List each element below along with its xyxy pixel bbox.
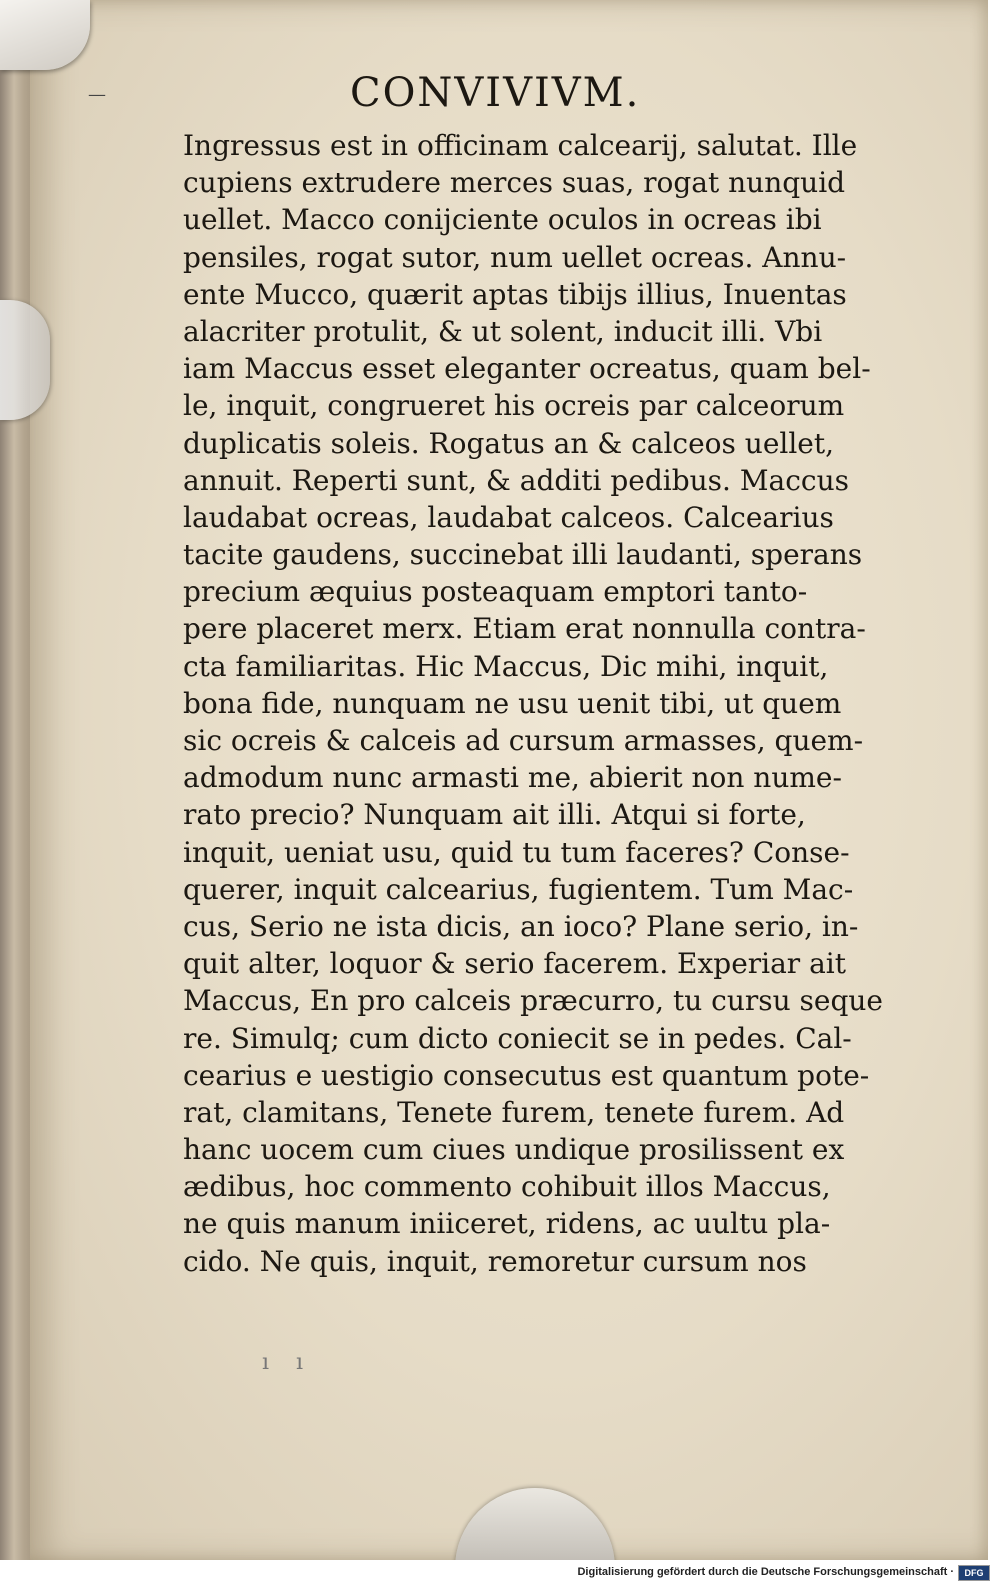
text-line: inquit, ueniat usu, quid tu tum faceres? Conse- (183, 835, 850, 869)
text-line: le, inquit, congrueret his ocreis par calceorum (183, 389, 845, 423)
dfg-logo-icon: DFG (958, 1565, 990, 1581)
body-text (183, 127, 913, 1280)
text-line: Maccus, En pro calceis præcurro, tu cursu seque (183, 984, 883, 1018)
text-line: ædibus, hoc commento cohibuit illos Maccus, (183, 1170, 831, 1204)
text-line: ente Mucco, quærit aptas tibijs illius, Inuentas (183, 277, 847, 311)
text-line: precium æquius posteaquam emptori tanto- (183, 575, 808, 609)
text-line: querer, inquit calcearius, fugientem. Tum Mac- (183, 872, 854, 906)
text-line: duplicatis soleis. Rogatus an & calceos uellet, (183, 426, 835, 460)
text-line: tacite gaudens, succinebat illi laudanti, sperans (183, 538, 863, 572)
text-line: admodum nunc armasti me, abierit non nume- (183, 761, 842, 795)
text-line: Ingressus est in officinam calcearij, salutat. Ille (183, 129, 858, 162)
text-line: cupiens extrudere merces suas, rogat nunquid (183, 166, 846, 200)
bottom-marks: ı ı (262, 1350, 314, 1375)
text-line: cus, Serio ne ista dicis, an ioco? Plane serio, in- (183, 909, 859, 943)
text-line: hanc uocem cum ciues undique prosilissent ex (183, 1133, 845, 1167)
text-line: iam Maccus esset eleganter ocreatus, quam bel- (183, 352, 871, 386)
funding-note: Digitalisierung gefördert durch die Deutsche Forschungsgemeinschaft · (577, 1566, 954, 1578)
text-line: laudabat ocreas, laudabat calceos. Calcearius (183, 500, 834, 534)
text-line: sic ocreis & calceis ad cursum armasses, quem- (183, 724, 864, 757)
text-line: bona fide, nunquam ne usu uenit tibi, ut quem (183, 686, 842, 720)
text-line: pere placeret merx. Etiam erat nonnulla contra- (183, 612, 866, 646)
text-line: quit alter, loquor & serio facerem. Experiar ait (183, 947, 846, 981)
text-line: pensiles, rogat sutor, num uellet ocreas. Annu- (183, 240, 847, 274)
text-line: cta familiaritas. Hic Maccus, Dic mihi, inquit, (183, 649, 829, 683)
text-line: ne quis manum iniiceret, ridens, ac uultu pla- (183, 1207, 831, 1241)
text-line: uellet. Macco conijciente oculos in ocreas ibi (183, 203, 822, 237)
text-line: re. Simulq; cum dicto coniecit se in pedes. Cal- (183, 1021, 852, 1055)
running-head: CONVIVIVM. (350, 70, 641, 116)
text-line: cido. Ne quis, inquit, remoretur cursum nos (183, 1244, 807, 1278)
text-line: rato precio? Nunquam ait illi. Atqui si forte, (183, 798, 806, 832)
plastic-clip-side (0, 300, 50, 420)
margin-mark: — (88, 84, 106, 105)
digitization-footer (0, 1560, 1000, 1588)
text-line: cearius e uestigio consecutus est quantum pote- (183, 1058, 870, 1092)
text-line: alacriter protulit, & ut solent, inducit illi. Vbi (183, 314, 823, 348)
text-line: annuit. Reperti sunt, & additi pedibus. Maccus (183, 463, 849, 497)
text-line: rat, clamitans, Tenete furem, tenete furem. Ad (183, 1095, 845, 1129)
